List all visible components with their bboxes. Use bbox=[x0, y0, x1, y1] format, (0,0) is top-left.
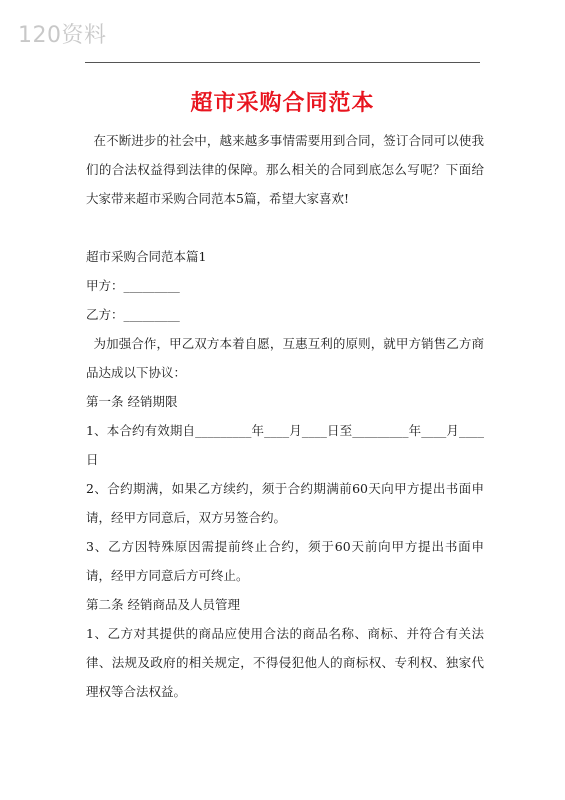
preamble-paragraph: 为加强合作，甲乙双方本着自愿，互惠互利的原则，就甲方销售乙方商品达成以下协议： bbox=[86, 336, 484, 380]
article1-item3: 3、乙方因特殊原因需提前终止合约，须于60天前向甲方提出书面申请，经甲方同意后方可终止。 bbox=[86, 539, 484, 583]
section-heading: 超市采购合同范本篇1 bbox=[86, 249, 207, 264]
paragraph-gap bbox=[86, 213, 484, 242]
article1-item2: 2、合约期满，如果乙方续约，须于合约期满前60天向甲方提出书面申请，经甲方同意后，双方另签合约。 bbox=[86, 481, 484, 525]
article2-title: 第二条 经销商品及人员管理 bbox=[86, 597, 240, 612]
intro-paragraph: 在不断进步的社会中，越来越多事情需要用到合同，签订合同可以使我们的合法权益得到法律的保障。那么相关的合同到底怎么写呢？下面给大家带来超市采购合同范本5篇，希望大家喜欢! bbox=[86, 133, 484, 206]
header-divider bbox=[85, 62, 480, 63]
article1-title: 第一条 经销期限 bbox=[86, 394, 178, 409]
article1-item1: 1、本合约有效期自_________年____月____日至_________年____月____日 bbox=[86, 423, 484, 467]
document-body bbox=[86, 126, 484, 706]
watermark-logo: 120资料 bbox=[18, 23, 107, 48]
article2-item1: 1、乙方对其提供的商品应使用合法的商品名称、商标、并符合有关法律、法规及政府的相关规定，不得侵犯他人的商标权、专利权、独家代理权等合法权益。 bbox=[86, 626, 484, 699]
party-a-line: 甲方：_________ bbox=[86, 278, 180, 293]
party-b-line: 乙方：_________ bbox=[86, 307, 180, 322]
document-title: 超市采购合同范本 bbox=[190, 91, 375, 116]
